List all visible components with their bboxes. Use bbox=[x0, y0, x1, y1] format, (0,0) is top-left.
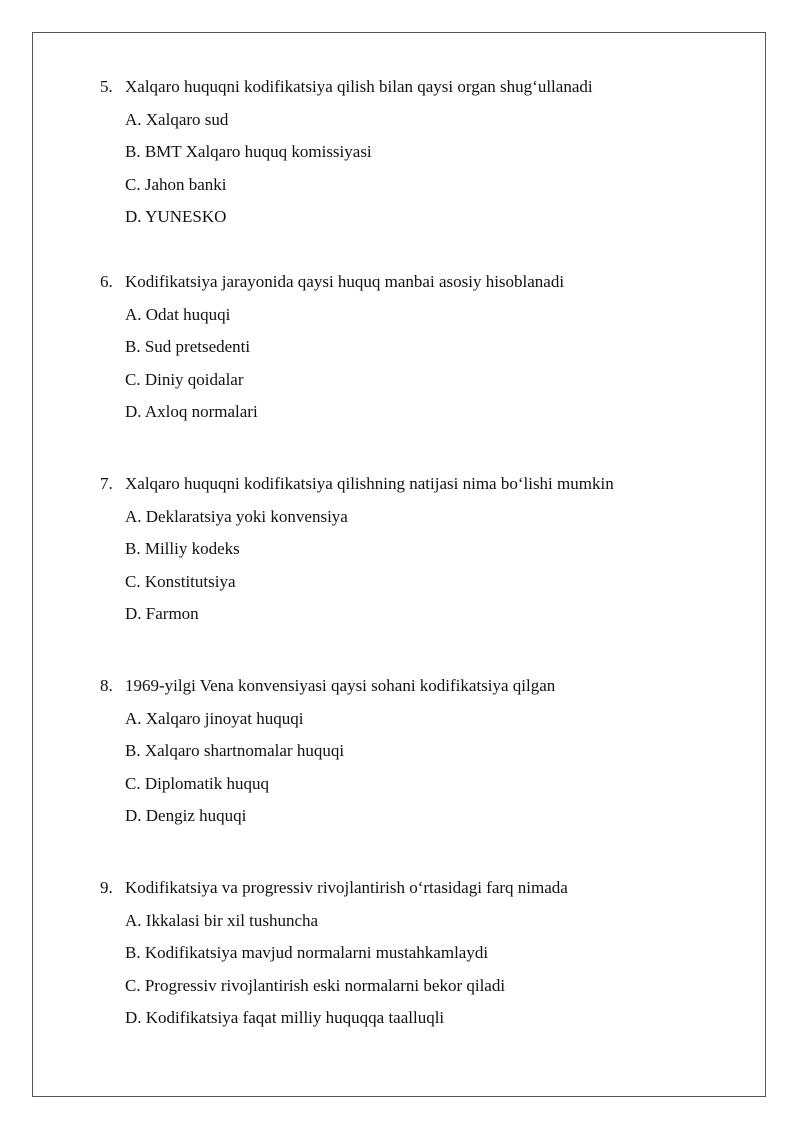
option-a: A. Xalqaro jinoyat huquqi bbox=[125, 708, 304, 728]
answer-options bbox=[100, 910, 760, 1030]
option-b: B. Xalqaro shartnomalar huquqi bbox=[125, 741, 345, 760]
option-a: A. Deklaratsiya yoki konvensiya bbox=[125, 506, 348, 526]
option-d: D. YUNESKO bbox=[125, 207, 227, 226]
option-b: B. Milliy kodeks bbox=[125, 539, 240, 558]
option-c: C. Jahon banki bbox=[125, 174, 227, 194]
question-text bbox=[100, 877, 760, 899]
option-d: D. Axloq normalari bbox=[125, 402, 258, 421]
question-number: 8. bbox=[100, 676, 113, 695]
question-6 bbox=[100, 271, 760, 423]
option-c: C. Diplomatik huquq bbox=[125, 773, 270, 793]
option-b: B. BMT Xalqaro huquq komissiyasi bbox=[125, 142, 372, 161]
question-number: 7. bbox=[100, 474, 113, 493]
option-a: A. Odat huquqi bbox=[125, 304, 231, 324]
question-9 bbox=[100, 877, 760, 1029]
option-d: D. Dengiz huquqi bbox=[125, 806, 247, 825]
option-b: B. Kodifikatsiya mavjud normalarni mustahkamlaydi bbox=[125, 943, 489, 962]
question-5 bbox=[100, 76, 760, 228]
question-number: 9. bbox=[100, 878, 113, 897]
question-label: Kodifikatsiya va progressiv rivojlantirish o‘rtasidagi farq nimada bbox=[125, 878, 568, 897]
option-a: A. Ikkalasi bir xil tushuncha bbox=[125, 910, 319, 930]
answer-options bbox=[100, 506, 760, 626]
question-text bbox=[100, 76, 760, 98]
question-label: 1969-yilgi Vena konvensiyasi qaysi sohani kodifikatsiya qilgan bbox=[125, 676, 556, 695]
question-label: Xalqaro huquqni kodifikatsiya qilish bilan qaysi organ shug‘ullanadi bbox=[125, 77, 593, 96]
question-7 bbox=[100, 473, 760, 625]
question-text bbox=[100, 271, 760, 293]
option-b: B. Sud pretsedenti bbox=[125, 337, 251, 356]
question-label: Xalqaro huquqni kodifikatsiya qilishning natijasi nima bo‘lishi mumkin bbox=[125, 474, 614, 493]
question-label: Kodifikatsiya jarayonida qaysi huquq manbai asosiy hisoblanadi bbox=[125, 272, 565, 291]
option-c: C. Progressiv rivojlantirish eski normalarni bekor qiladi bbox=[125, 975, 506, 995]
answer-options bbox=[100, 109, 760, 229]
option-d: D. Farmon bbox=[125, 604, 199, 623]
question-text bbox=[100, 675, 760, 697]
answer-options bbox=[100, 304, 760, 424]
answer-options bbox=[100, 708, 760, 828]
question-8 bbox=[100, 675, 760, 827]
question-number: 6. bbox=[100, 272, 113, 291]
option-a: A. Xalqaro sud bbox=[125, 109, 229, 129]
option-c: C. Diniy qoidalar bbox=[125, 369, 244, 389]
question-text bbox=[100, 473, 760, 495]
option-d: D. Kodifikatsiya faqat milliy huquqqa taalluqli bbox=[125, 1008, 445, 1027]
option-c: C. Konstitutsiya bbox=[125, 571, 236, 591]
question-number: 5. bbox=[100, 77, 113, 96]
